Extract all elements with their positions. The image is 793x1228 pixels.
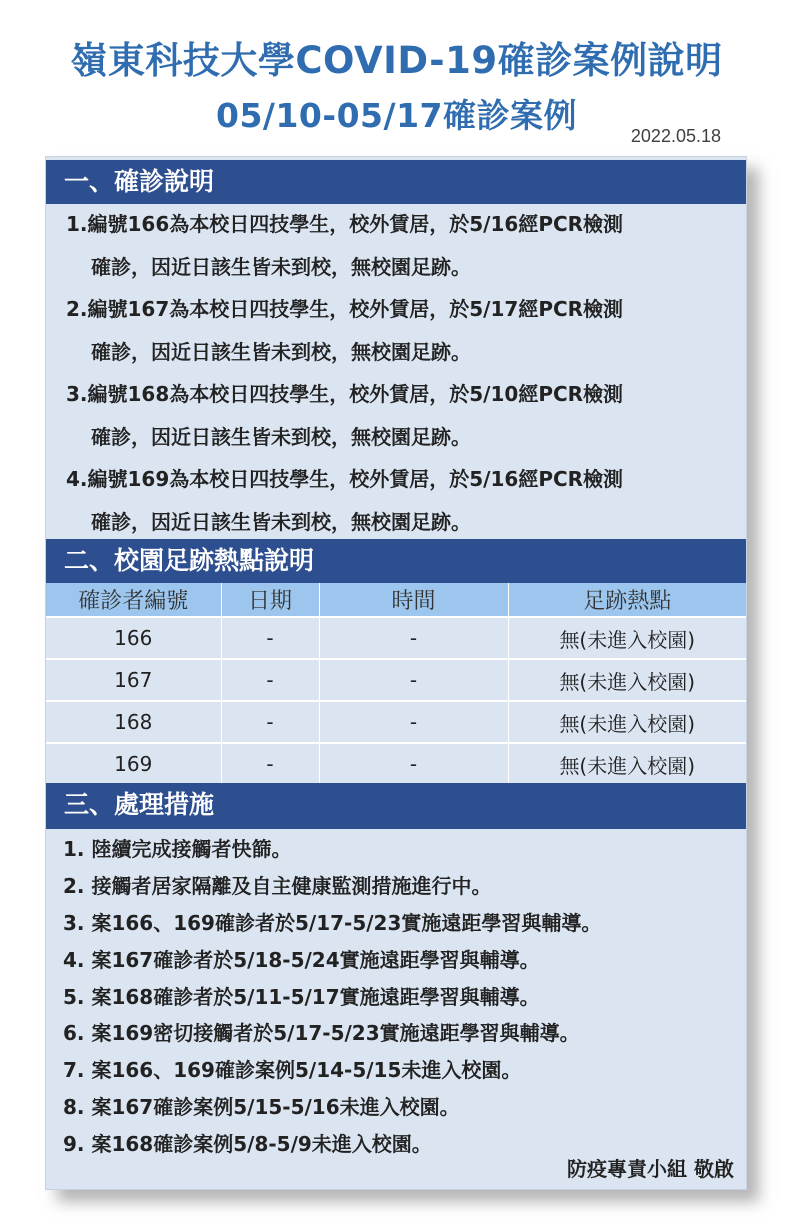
list-item: 9. 案168確診案例5/8-5/9未進入校園。 <box>63 1132 432 1157</box>
cell-date: - <box>221 743 319 784</box>
issue-date: 2022.05.18 <box>630 126 721 146</box>
list-item: 8. 案167確診案例5/15-5/16未進入校園。 <box>63 1095 460 1120</box>
column-header-hotspot: 足跡熱點 <box>508 583 746 617</box>
cell-case-id: 168 <box>46 701 221 743</box>
list-item: 4. 案167確診者於5/18-5/24實施遠距學習與輔導。 <box>63 947 540 972</box>
hotspot-table <box>46 583 746 784</box>
section-heading-measures: 三、處理措施 <box>46 783 746 829</box>
page-title: 嶺東科技大學COVID-19確診案例說明 <box>70 39 723 82</box>
cell-time: - <box>319 701 508 743</box>
column-header-case-id: 確診者編號 <box>46 583 221 617</box>
table-row <box>46 701 746 743</box>
diagnosis-line: 確診，因近日該生皆未到校，無校園足跡。 <box>91 254 471 279</box>
section-heading-hotspots: 二、校園足跡熱點說明 <box>46 539 746 583</box>
table-row <box>46 659 746 701</box>
diagnosis-line: 確診，因近日該生皆未到校，無校園足跡。 <box>91 509 471 534</box>
diagnosis-line: 4.編號169為本校日四技學生，校外賃居，於5/16經PCR檢測 <box>66 467 624 491</box>
signature: 防疫專責小組 敬啟 <box>567 1157 734 1181</box>
table-row <box>46 743 746 784</box>
list-item: 6. 案169密切接觸者於5/17-5/23實施遠距學習與輔導。 <box>63 1021 580 1046</box>
cell-date: - <box>221 617 319 659</box>
cell-hotspot: 無(未進入校園) <box>508 659 746 701</box>
cell-time: - <box>319 743 508 784</box>
list-item: 5. 案168確診者於5/11-5/17實施遠距學習與輔導。 <box>63 984 540 1009</box>
cell-hotspot: 無(未進入校園) <box>508 743 746 784</box>
cell-hotspot: 無(未進入校園) <box>508 701 746 743</box>
list-item: 7. 案166、169確診案例5/14-5/15未進入校園。 <box>63 1058 522 1083</box>
list-item: 2. 接觸者居家隔離及自主健康監測措施進行中。 <box>63 873 492 898</box>
section-heading-diagnosis: 一、確診說明 <box>46 160 746 204</box>
cell-date: - <box>221 701 319 743</box>
column-header-time: 時間 <box>319 583 508 617</box>
cell-time: - <box>319 617 508 659</box>
cell-case-id: 167 <box>46 659 221 701</box>
diagnosis-line: 3.編號168為本校日四技學生，校外賃居，於5/10經PCR檢測 <box>66 382 624 406</box>
measures-list <box>46 831 746 1163</box>
cell-hotspot: 無(未進入校園) <box>508 617 746 659</box>
list-item: 3. 案166、169確診者於5/17-5/23實施遠距學習與輔導。 <box>63 910 602 935</box>
table-row <box>46 617 746 659</box>
diagnosis-line: 確診，因近日該生皆未到校，無校園足跡。 <box>91 339 471 364</box>
diagnosis-line: 確診，因近日該生皆未到校，無校園足跡。 <box>91 424 471 449</box>
diagnosis-list <box>46 203 746 543</box>
column-header-date: 日期 <box>221 583 319 617</box>
cell-case-id: 169 <box>46 743 221 784</box>
page-subtitle: 05/10-05/17確診案例 <box>216 96 577 135</box>
diagnosis-line: 2.編號167為本校日四技學生，校外賃居，於5/17經PCR檢測 <box>66 297 624 321</box>
table-header-row <box>46 583 746 617</box>
list-item: 1. 陸續完成接觸者快篩。 <box>63 837 292 861</box>
cell-case-id: 166 <box>46 617 221 659</box>
notice-panel <box>45 156 747 1190</box>
diagnosis-line: 1.編號166為本校日四技學生，校外賃居，於5/16經PCR檢測 <box>66 212 624 236</box>
cell-time: - <box>319 659 508 701</box>
cell-date: - <box>221 659 319 701</box>
